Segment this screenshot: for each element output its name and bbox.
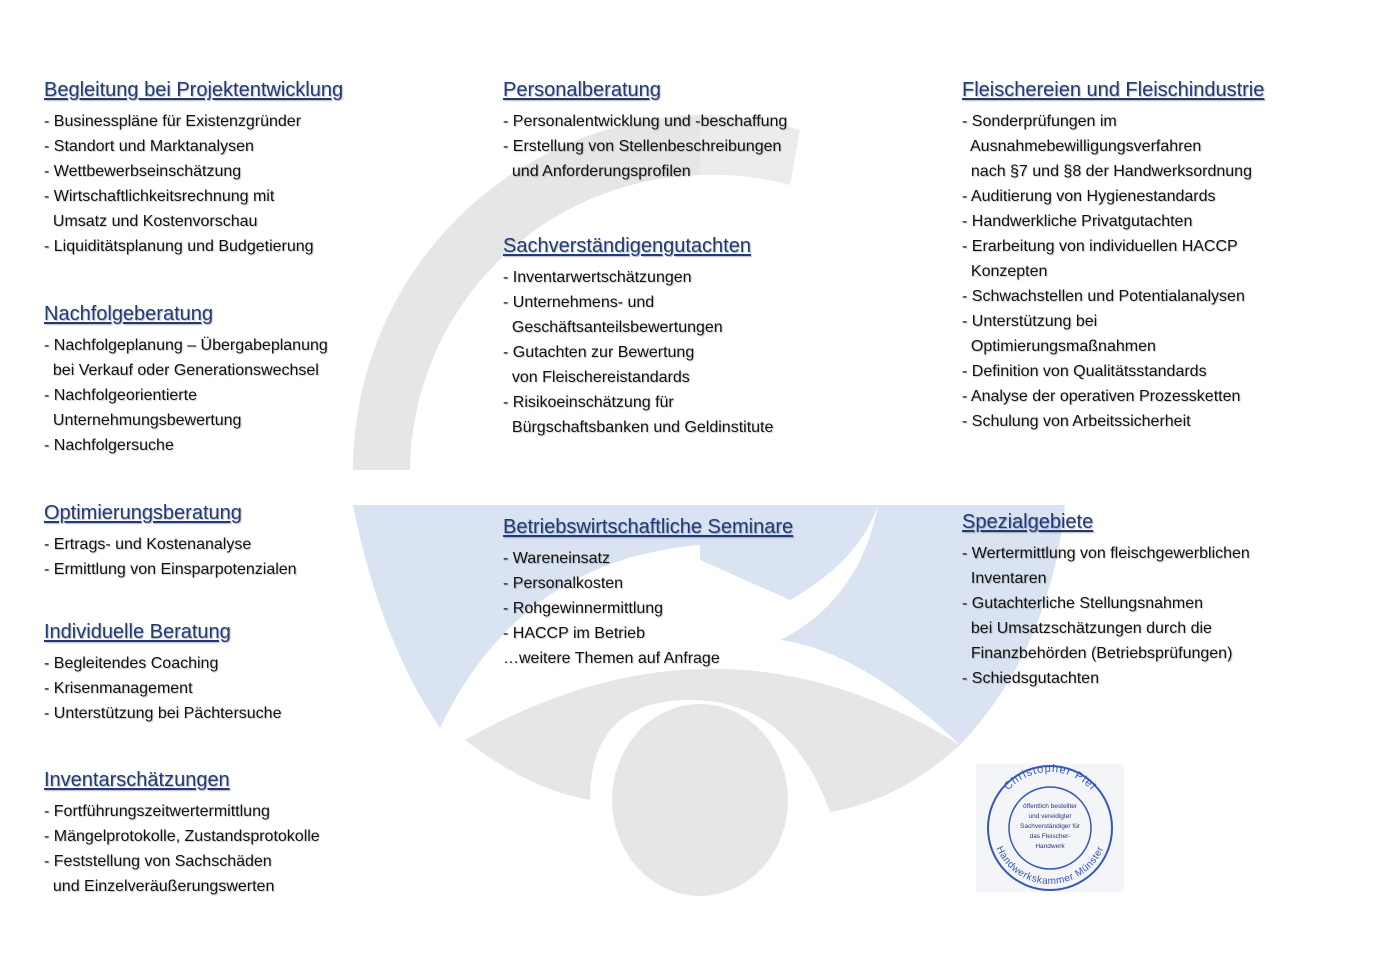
- section-heading: Begleitung bei Projektentwicklung: [44, 79, 344, 101]
- list-item: - Analyse der operativen Prozessketten: [962, 388, 1241, 405]
- section-sachverstaendigengutachten: [503, 233, 773, 440]
- section-heading: Inventarschätzungen: [44, 769, 230, 791]
- list-item: - Schwachstellen und Potentialanalysen: [962, 288, 1245, 305]
- seal-text-line: Handwerk: [1035, 843, 1065, 850]
- list-item: - Erstellung von Stellenbeschreibungen: [503, 138, 782, 155]
- list-item: Inventaren: [962, 570, 1047, 587]
- list-item: Finanzbehörden (Betriebsprüfungen): [962, 645, 1233, 662]
- section-seminare: [503, 514, 793, 671]
- section-heading: Optimierungsberatung: [44, 502, 242, 524]
- list-item: - Wirtschaftlichkeitsrechnung mit: [44, 188, 275, 205]
- list-item: - Unternehmens- und: [503, 294, 655, 311]
- list-item: - Liquiditätsplanung und Budgetierung: [44, 238, 314, 255]
- list-item: von Fleischereistandards: [503, 369, 690, 386]
- item-list: [503, 265, 773, 440]
- list-item: bei Umsatzschätzungen durch die: [962, 620, 1212, 637]
- list-item: - Risikoeinschätzung für: [503, 394, 674, 411]
- section-heading: Nachfolgeberatung: [44, 303, 214, 325]
- section-personalberatung: [503, 77, 787, 184]
- list-item: - Nachfolgeorientierte: [44, 387, 197, 404]
- section-nachfolgeberatung: [44, 301, 328, 458]
- list-item: - Gutachten zur Bewertung: [503, 344, 695, 361]
- list-item: und Einzelveräußerungswerten: [44, 878, 275, 895]
- list-item: Geschäftsanteilsbewertungen: [503, 319, 723, 336]
- list-item: Ausnahmebewilligungsverfahren: [962, 138, 1202, 155]
- list-item: - Krisenmanagement: [44, 680, 193, 697]
- section-inventarschaetzungen: [44, 767, 320, 899]
- list-item: Konzepten: [962, 263, 1048, 280]
- section-spezialgebiete: [962, 509, 1250, 691]
- list-item: - Ermittlung von Einsparpotenzialen: [44, 561, 297, 578]
- seal-text-line: öffentlich bestellter: [1022, 803, 1078, 810]
- item-list: [503, 546, 793, 671]
- list-item: - Nachfolgeplanung – Übergabeplanung: [44, 337, 328, 354]
- section-heading: Individuelle Beratung: [44, 621, 231, 643]
- item-list: [44, 532, 297, 582]
- item-list: [503, 109, 787, 184]
- section-individuelle-beratung: [44, 619, 281, 726]
- seal-stamp: [976, 764, 1124, 892]
- section-heading: Spezialgebiete: [962, 511, 1094, 533]
- section-optimierungsberatung: [44, 500, 297, 582]
- section-fleischereien: [962, 77, 1264, 434]
- list-item: - HACCP im Betrieb: [503, 625, 645, 642]
- list-item: - Schulung von Arbeitssicherheit: [962, 413, 1191, 430]
- seal-text-line: das Fleischer-: [1029, 833, 1071, 840]
- section-heading: Sachverständigengutachten: [503, 235, 751, 257]
- list-item: - Personalentwicklung und -beschaffung: [503, 113, 788, 130]
- list-item: - Inventarwertschätzungen: [503, 269, 692, 286]
- list-item: - Personalkosten: [503, 575, 624, 592]
- seal-text-line: Sachverständiger für: [1020, 823, 1080, 830]
- item-list: [962, 109, 1264, 434]
- list-item: - Wettbewerbseinschätzung: [44, 163, 242, 180]
- list-item: - Standort und Marktanalysen: [44, 138, 254, 155]
- list-item: - Gutachterliche Stellungsnahmen: [962, 595, 1204, 612]
- list-item: - Begleitendes Coaching: [44, 655, 219, 672]
- list-item: - Mängelprotokolle, Zustandsprotokolle: [44, 828, 320, 845]
- list-item: - Wertermittlung von fleischgewerblichen: [962, 545, 1250, 562]
- list-item: und Anforderungsprofilen: [503, 163, 691, 180]
- section-projektentwicklung: [44, 77, 343, 259]
- list-item: Optimierungsmaßnahmen: [962, 338, 1156, 355]
- item-list: [44, 651, 281, 726]
- list-item: Bürgschaftsbanken und Geldinstitute: [503, 419, 774, 436]
- seal-organization: Handwerkskammer Münster: [993, 844, 1107, 888]
- list-item: - Wareneinsatz: [503, 550, 610, 567]
- section-heading: Personalberatung: [503, 79, 661, 101]
- list-item: - Definition von Qualitätsstandards: [962, 363, 1207, 380]
- list-item: - Sonderprüfungen im: [962, 113, 1117, 130]
- list-item: - Businesspläne für Existenzgründer: [44, 113, 302, 130]
- list-item: - Nachfolgersuche: [44, 437, 174, 454]
- list-item: Umsatz und Kostenvorschau: [44, 213, 258, 230]
- seal-name: Christopher Piel: [1001, 764, 1099, 793]
- list-item: - Ertrags- und Kostenanalyse: [44, 536, 252, 553]
- list-item: - Rohgewinnermittlung: [503, 600, 664, 617]
- list-item: - Auditierung von Hygienestandards: [962, 188, 1216, 205]
- item-list: [44, 333, 328, 458]
- list-item: - Unterstützung bei Pächtersuche: [44, 705, 282, 722]
- list-item: nach §7 und §8 der Handwerksordnung: [962, 163, 1252, 180]
- list-item: …weitere Themen auf Anfrage: [503, 650, 720, 667]
- item-list: [962, 541, 1250, 691]
- item-list: [44, 109, 343, 259]
- list-item: - Feststellung von Sachschäden: [44, 853, 272, 870]
- list-item: - Schiedsgutachten: [962, 670, 1099, 687]
- seal-text-line: und vereidigter: [1028, 813, 1072, 820]
- list-item: - Fortführungszeitwertermittlung: [44, 803, 270, 820]
- item-list: [44, 799, 320, 899]
- list-item: - Unterstützung bei: [962, 313, 1098, 330]
- section-heading: Fleischereien und Fleischindustrie: [962, 79, 1265, 101]
- list-item: Unternehmungsbewertung: [44, 412, 242, 429]
- watermark-eye: [465, 669, 960, 896]
- section-heading: Betriebswirtschaftliche Seminare: [503, 516, 794, 538]
- list-item: - Erarbeitung von individuellen HACCP: [962, 238, 1238, 255]
- list-item: bei Verkauf oder Generationswechsel: [44, 362, 319, 379]
- list-item: - Handwerkliche Privatgutachten: [962, 213, 1193, 230]
